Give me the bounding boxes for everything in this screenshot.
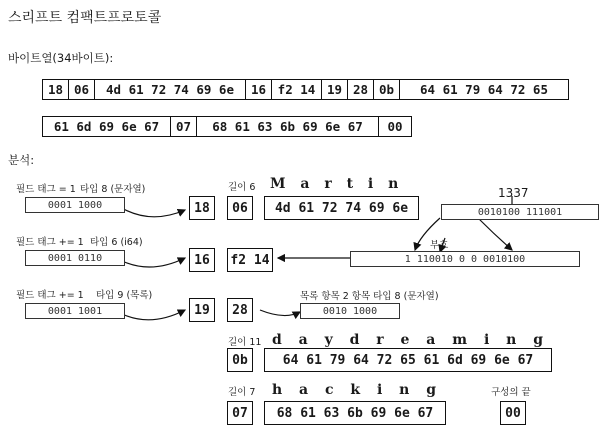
item1-length-label: 길이 11 xyxy=(228,337,262,348)
number-value: 1337 xyxy=(498,186,529,200)
item1-hex-bytes: 64 61 79 64 72 65 61 6d 69 6e 67 xyxy=(264,348,552,372)
list-header-bits xyxy=(300,303,400,319)
bit-string: 1 110010 0 0 0010100 xyxy=(404,253,526,265)
byte-cell: 61 6d 69 6e 67 xyxy=(43,117,171,136)
page-title: 스리프트 컴팩트프로토콜 xyxy=(8,10,162,26)
byte-cell: 16 xyxy=(246,80,272,99)
name-length-byte: 06 xyxy=(227,196,253,220)
zigzag-bits xyxy=(350,251,580,267)
item2-length-label: 길이 7 xyxy=(228,387,256,398)
bytes-label: 바이트열(34바이트): xyxy=(8,51,114,65)
byte-cell: 0b xyxy=(374,80,400,99)
list-header-label: 목록 항목 2 항목 타입 8 (문자열) xyxy=(300,291,439,302)
analysis-label: 분석: xyxy=(8,153,35,167)
byte-cell: 4d 61 72 74 69 6e xyxy=(95,80,246,99)
field1-bits xyxy=(25,197,125,213)
bit-string: 0001 1000 xyxy=(47,199,103,211)
field3-tag-label: 필드 태그 += 1 xyxy=(16,290,84,301)
field2-tag-label: 필드 태그 += 1 xyxy=(16,237,84,248)
name-hex-bytes: 4d 61 72 74 69 6e xyxy=(264,196,419,220)
byte-cell: 19 xyxy=(322,80,348,99)
field3-bits xyxy=(25,303,125,319)
item1-chars: d a y d r e a m i n g xyxy=(272,332,543,348)
byte-cell: 28 xyxy=(348,80,374,99)
byte-cell: 68 61 63 6b 69 6e 67 xyxy=(197,117,379,136)
bit-string: 0010 1000 xyxy=(322,305,378,317)
item1-length-byte: 0b xyxy=(227,348,253,372)
number-bits xyxy=(441,204,599,220)
end-of-struct-label: 구성의 끝 xyxy=(491,387,531,398)
item2-length-byte: 07 xyxy=(227,401,253,425)
name-length-label: 길이 6 xyxy=(228,182,256,193)
byte-cell: 64 61 79 64 72 65 xyxy=(420,82,548,97)
field1-tag-label: 필드 태그 = 1 xyxy=(16,184,76,195)
zigzag-bytes: f2 14 xyxy=(227,248,273,272)
byte-cell: 18 xyxy=(43,80,69,99)
bit-string: 0001 1001 xyxy=(47,305,103,317)
bit-string: 0001 0110 xyxy=(47,252,103,264)
field2-bits xyxy=(25,250,125,266)
sign-label: 부호 xyxy=(430,240,449,251)
item2-chars: h a c k i n g xyxy=(272,382,437,398)
end-of-struct-byte: 00 xyxy=(500,401,526,425)
byte-cell: 07 xyxy=(171,117,197,136)
byte-cell: f2 14 xyxy=(272,80,322,99)
field2-type-label: 타입 6 (i64) xyxy=(90,237,143,248)
bit-string: 0010100 111001 xyxy=(477,206,563,218)
item2-hex-bytes: 68 61 63 6b 69 6e 67 xyxy=(264,401,446,425)
field3-byte: 19 xyxy=(189,298,215,322)
list-header-byte: 28 xyxy=(227,298,253,322)
field1-type-label: 타입 8 (문자열) xyxy=(80,184,146,195)
field1-byte: 18 xyxy=(189,196,215,220)
field3-type-label: 타입 9 (목록) xyxy=(96,290,153,301)
field2-byte: 16 xyxy=(189,248,215,272)
byte-cell: 06 xyxy=(69,80,95,99)
name-chars: M a r t i n xyxy=(270,176,399,192)
byte-cell: 00 xyxy=(387,119,403,134)
